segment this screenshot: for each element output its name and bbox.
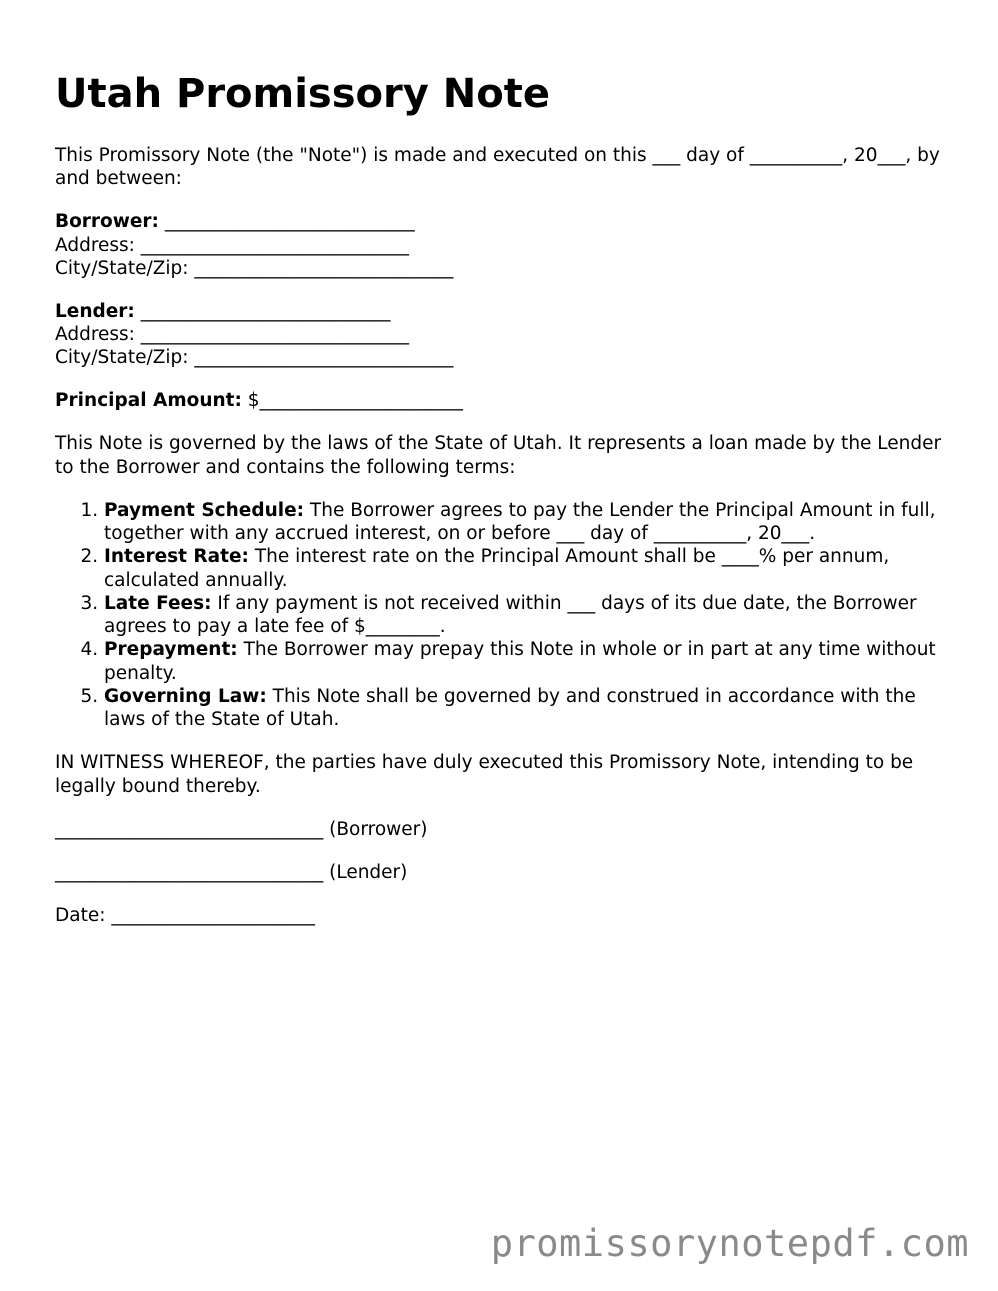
principal-amount-blank: $______________________: [241, 390, 464, 412]
lender-city-line: City/State/Zip: ____________________________: [55, 347, 454, 369]
document-page: [55, 70, 955, 947]
document-title: Utah Promissory Note: [55, 71, 550, 117]
borrower-label: Borrower:: [55, 211, 159, 233]
governing-intro-paragraph: This Note is governed by the laws of the State of Utah. It represents a loan made by the Lender to the Borrower and contains the following terms:: [55, 433, 942, 478]
terms-list: [55, 499, 955, 732]
term-payment-schedule: [104, 499, 955, 546]
lender-signature-line: _____________________________ (Lender): [55, 861, 408, 883]
term-prepayment: [104, 638, 955, 685]
term-late-fees: [104, 592, 955, 639]
term-governing-law: [104, 685, 955, 732]
site-watermark: promissorynotepdf.com: [490, 1222, 969, 1265]
term-label: Interest Rate:: [104, 546, 249, 568]
borrower-name-line: [55, 210, 955, 233]
term-label: Payment Schedule:: [104, 499, 305, 521]
witness-paragraph: IN WITNESS WHEREOF, the parties have duly executed this Promissory Note, intending to be legally bound thereby.: [55, 752, 914, 797]
term-interest-rate: [104, 545, 955, 592]
term-text: The Borrower agrees to pay the Lender the Principal Amount in full, together with any accrued interest, on or before ___ day of __________, 20___.: [104, 499, 936, 544]
term-text: If any payment is not received within ___ days of its due date, the Borrower agrees to pay a late fee of $________.: [104, 592, 917, 638]
borrower-address-line: Address: _____________________________: [55, 234, 410, 256]
term-text: The interest rate on the Principal Amount shall be ____% per annum, calculated annually.: [104, 546, 890, 591]
borrower-name-blank: ___________________________: [158, 211, 415, 233]
lender-name-blank: ___________________________: [134, 300, 391, 322]
date-line: Date: ______________________: [55, 904, 315, 926]
term-label: Late Fees:: [104, 592, 212, 614]
term-text: This Note shall be governed by and construed in accordance with the laws of the State of Utah.: [104, 686, 916, 731]
borrower-section: [55, 210, 955, 280]
term-text: The Borrower may prepay this Note in whole or in part at any time without penalty.: [104, 639, 936, 684]
lender-section: [55, 300, 955, 370]
lender-address-line: Address: _____________________________: [55, 324, 410, 346]
lender-name-line: [55, 300, 955, 323]
intro-paragraph: This Promissory Note (the "Note") is made and executed on this ___ day of __________, 20___, by and between:: [55, 145, 940, 190]
principal-amount-label: Principal Amount:: [55, 390, 242, 412]
borrower-signature-line: _____________________________ (Borrower): [55, 818, 428, 840]
term-label: Prepayment:: [104, 639, 238, 661]
principal-amount-line: [55, 389, 955, 412]
term-label: Governing Law:: [104, 686, 267, 708]
borrower-city-line: City/State/Zip: ____________________________: [55, 257, 454, 279]
lender-label: Lender:: [55, 300, 135, 322]
